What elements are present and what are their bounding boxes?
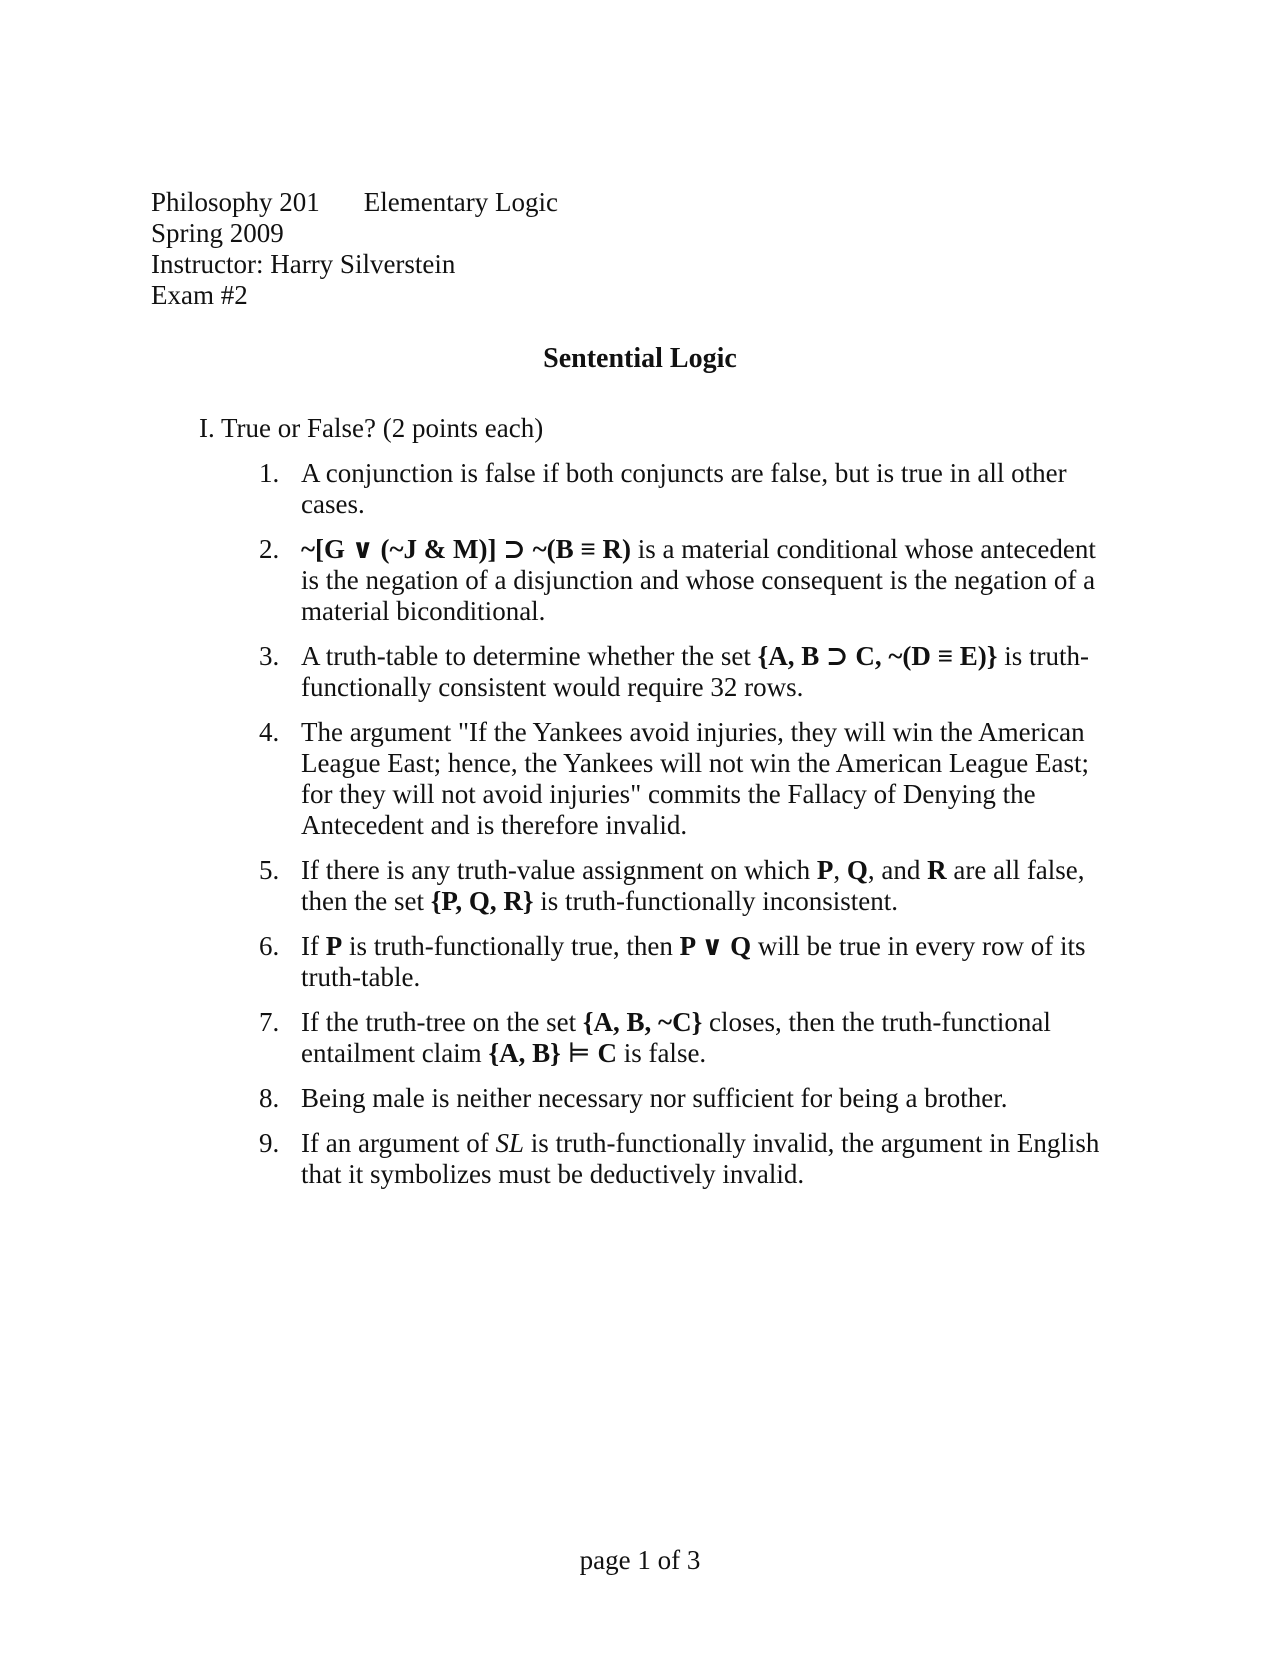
course-line <box>151 187 558 218</box>
question-text: A truth-table to determine whether the set {A, B ⊃ C, ~(D ≡ E)} is truth-functionally consistent would require 32 rows. <box>301 641 1089 702</box>
formula: {A, B, ~C} <box>582 1007 703 1037</box>
formula: P ∨ Q <box>679 931 752 961</box>
question-number: 1. <box>259 458 280 488</box>
question-text: If P is truth-functionally true, then P ∨ Q will be true in every row of its truth-table. <box>301 931 1086 992</box>
exam-number: Exam #2 <box>151 280 248 310</box>
question-text: If there is any truth-value assignment on which P, Q, and R are all false, then the set {P, Q, R} is truth-functionally inconsistent. <box>301 855 1085 916</box>
question-text: ~[G ∨ (~J & M)] ⊃ ~(B ≡ R) is a material conditional whose antecedent is the negation of a disjunction and whose consequent is the negation of a material biconditional. <box>301 534 1096 626</box>
formula: Q <box>846 855 868 885</box>
course-name: Elementary Logic <box>363 187 558 217</box>
question-text: Being male is neither necessary nor sufficient for being a brother. <box>301 1083 1008 1113</box>
question-number: 6. <box>259 931 280 961</box>
question-text: If an argument of SL is truth-functionally invalid, the argument in English that it symbolizes must be deductively invalid. <box>301 1128 1100 1189</box>
formula: {A, B} <box>488 1038 561 1068</box>
question-1 <box>0 458 1280 520</box>
question-number: 5. <box>259 855 280 885</box>
question-text: The argument "If the Yankees avoid injuries, they will win the American League East; hence, the Yankees will not win the American League East; for they will not avoid injuries" commits the Fallacy of Denying the Antecedent and is therefore invalid. <box>301 717 1089 840</box>
question-6 <box>0 931 1280 993</box>
formula: C <box>597 1038 617 1068</box>
question-text: A conjunction is false if both conjuncts are false, but is true in all other cases. <box>301 458 1067 519</box>
question-3 <box>0 641 1280 703</box>
question-text: If the truth-tree on the set {A, B, ~C} closes, then the truth-functional entailment claim {A, B} ⊨ C is false. <box>301 1007 1051 1068</box>
course-number: Philosophy 201 <box>151 187 320 217</box>
formula: {P, Q, R} <box>430 886 534 916</box>
term: Spring 2009 <box>151 218 284 248</box>
question-5 <box>0 855 1280 917</box>
page-number: page 1 of 3 <box>579 1545 701 1575</box>
question-number: 2. <box>259 534 280 564</box>
sl-term: SL <box>495 1128 524 1158</box>
formula: P <box>816 855 834 885</box>
question-number: 9. <box>259 1128 280 1158</box>
section-heading: I. True or False? (2 points each) <box>199 413 544 443</box>
formula: R <box>927 855 947 885</box>
question-number: 8. <box>259 1083 280 1113</box>
question-9 <box>0 1128 1280 1190</box>
question-number: 4. <box>259 717 280 747</box>
instructor: Instructor: Harry Silverstein <box>151 249 456 279</box>
exam-header <box>151 187 558 311</box>
question-number: 3. <box>259 641 280 671</box>
question-7 <box>0 1007 1280 1069</box>
question-list <box>0 458 1280 1204</box>
question-4 <box>0 717 1280 841</box>
formula: {A, B ⊃ C, ~(D ≡ E)} <box>757 641 998 671</box>
question-8 <box>0 1083 1280 1114</box>
question-number: 7. <box>259 1007 280 1037</box>
formula: P <box>325 931 343 961</box>
formula: ~[G ∨ (~J & M)] ⊃ ~(B ≡ R) <box>301 534 631 564</box>
question-2 <box>0 534 1280 627</box>
page-title: Sentential Logic <box>543 343 737 374</box>
